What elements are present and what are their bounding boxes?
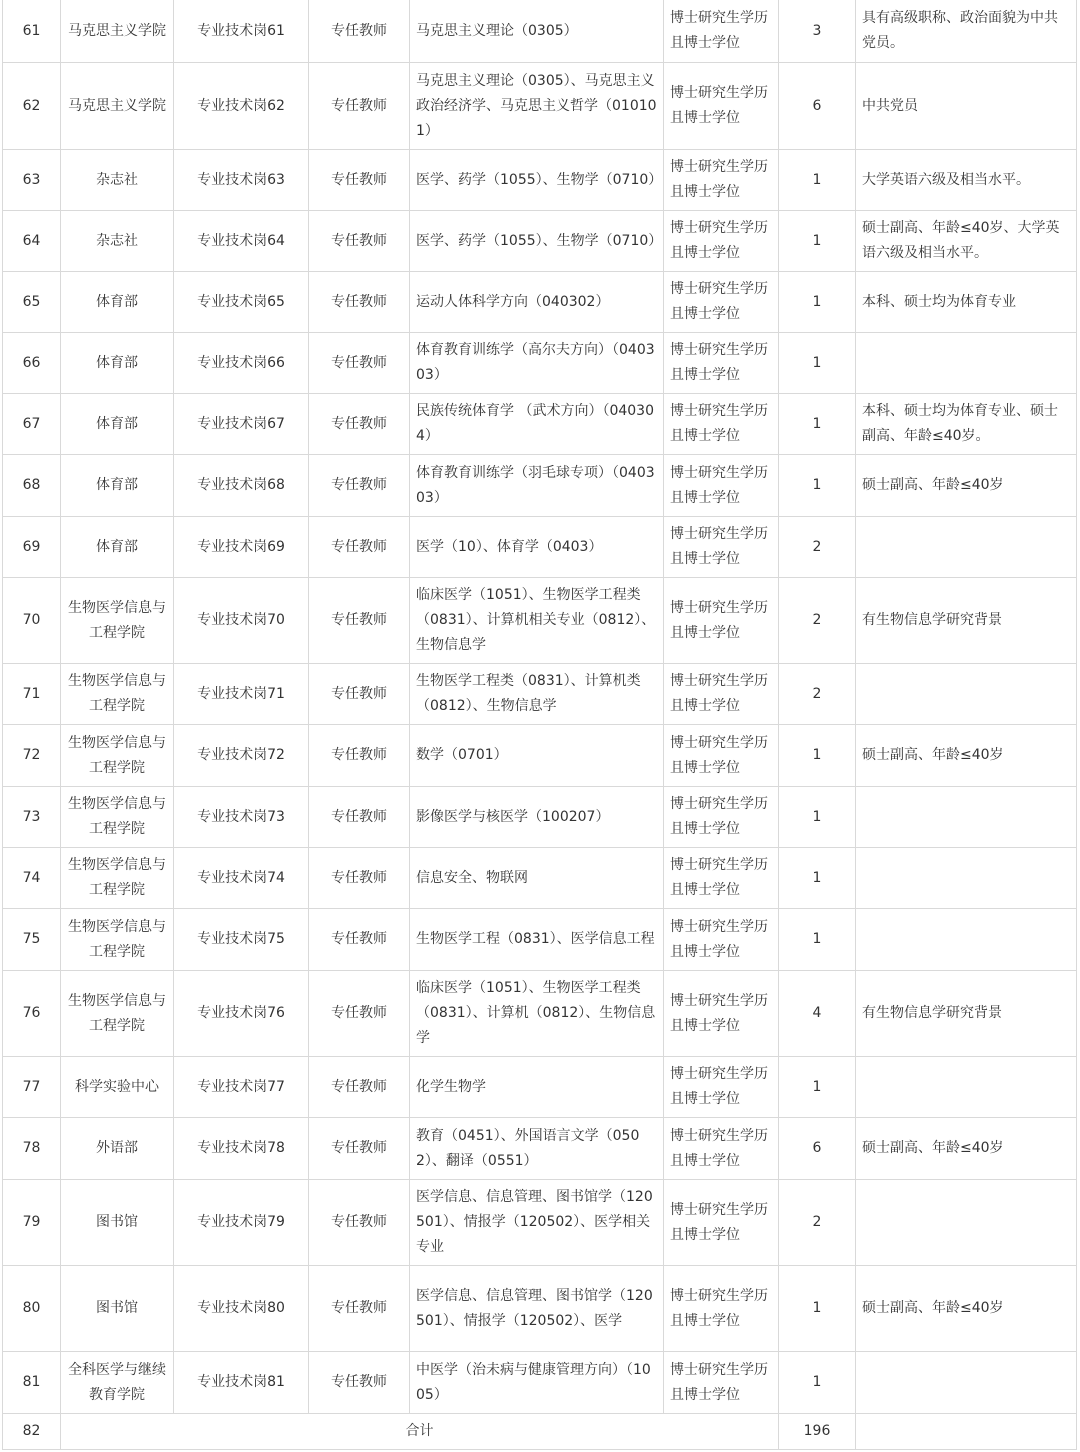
education-requirement: 博士研究生学历且博士学位 (664, 578, 779, 664)
row-number: 64 (3, 211, 61, 272)
table-row (3, 848, 1077, 909)
table-row (3, 272, 1077, 333)
major-requirement: 临床医学（1051）、生物医学工程类（0831）、计算机相关专业（0812）、生物信息学 (410, 578, 664, 664)
row-number: 69 (3, 517, 61, 578)
post-type: 专任教师 (309, 272, 410, 333)
education-requirement: 博士研究生学历且博士学位 (664, 63, 779, 150)
headcount: 1 (779, 725, 856, 787)
department: 体育部 (61, 272, 174, 333)
education-requirement: 博士研究生学历且博士学位 (664, 150, 779, 211)
post-name: 专业技术岗61 (174, 0, 309, 63)
major-requirement: 化学生物学 (410, 1057, 664, 1118)
major-requirement: 民族传统体育学 （武术方向）（040304） (410, 394, 664, 455)
row-number: 70 (3, 578, 61, 664)
headcount: 2 (779, 1180, 856, 1266)
post-name: 专业技术岗77 (174, 1057, 309, 1118)
post-name: 专业技术岗62 (174, 63, 309, 150)
table-row (3, 725, 1077, 787)
department: 体育部 (61, 333, 174, 394)
row-number: 77 (3, 1057, 61, 1118)
department: 马克思主义学院 (61, 63, 174, 150)
other-requirements: 中共党员 (856, 63, 1077, 150)
department: 生物医学信息与工程学院 (61, 578, 174, 664)
table-row (3, 1266, 1077, 1352)
table-row (3, 909, 1077, 971)
post-name: 专业技术岗70 (174, 578, 309, 664)
post-type: 专任教师 (309, 455, 410, 517)
post-name: 专业技术岗80 (174, 1266, 309, 1352)
table-row (3, 150, 1077, 211)
row-number: 65 (3, 272, 61, 333)
department: 全科医学与继续教育学院 (61, 1352, 174, 1414)
table-row (3, 1118, 1077, 1180)
table-row (3, 211, 1077, 272)
post-type: 专任教师 (309, 150, 410, 211)
row-number: 71 (3, 664, 61, 725)
other-requirements (856, 333, 1077, 394)
other-requirements (856, 909, 1077, 971)
department: 杂志社 (61, 211, 174, 272)
recruitment-table (2, 0, 1077, 1450)
headcount: 1 (779, 211, 856, 272)
post-type: 专任教师 (309, 1118, 410, 1180)
headcount: 1 (779, 150, 856, 211)
department: 杂志社 (61, 150, 174, 211)
education-requirement: 博士研究生学历且博士学位 (664, 1118, 779, 1180)
other-requirements (856, 787, 1077, 848)
row-number: 63 (3, 150, 61, 211)
department: 图书馆 (61, 1266, 174, 1352)
education-requirement: 博士研究生学历且博士学位 (664, 272, 779, 333)
headcount: 6 (779, 1118, 856, 1180)
post-type: 专任教师 (309, 517, 410, 578)
table-row (3, 0, 1077, 63)
major-requirement: 生物医学工程类（0831）、计算机类（0812）、生物信息学 (410, 664, 664, 725)
major-requirement: 马克思主义理论（0305） (410, 0, 664, 63)
post-type: 专任教师 (309, 725, 410, 787)
table-row (3, 787, 1077, 848)
post-name: 专业技术岗63 (174, 150, 309, 211)
department: 马克思主义学院 (61, 0, 174, 63)
row-number: 78 (3, 1118, 61, 1180)
headcount: 2 (779, 578, 856, 664)
post-type: 专任教师 (309, 63, 410, 150)
other-requirements: 本科、硕士均为体育专业、硕士副高、年龄≤40岁。 (856, 394, 1077, 455)
education-requirement: 博士研究生学历且博士学位 (664, 517, 779, 578)
major-requirement: 体育教育训练学（高尔夫方向）（040303） (410, 333, 664, 394)
other-requirements: 硕士副高、年龄≤40岁 (856, 1118, 1077, 1180)
post-type: 专任教师 (309, 211, 410, 272)
other-requirements (856, 517, 1077, 578)
post-name: 专业技术岗69 (174, 517, 309, 578)
post-name: 专业技术岗81 (174, 1352, 309, 1414)
table-row (3, 971, 1077, 1057)
education-requirement: 博士研究生学历且博士学位 (664, 1352, 779, 1414)
education-requirement: 博士研究生学历且博士学位 (664, 848, 779, 909)
headcount: 2 (779, 664, 856, 725)
row-number: 73 (3, 787, 61, 848)
other-requirements: 硕士副高、年龄≤40岁 (856, 725, 1077, 787)
major-requirement: 影像医学与核医学（100207） (410, 787, 664, 848)
row-number: 76 (3, 971, 61, 1057)
headcount: 1 (779, 1266, 856, 1352)
post-type: 专任教师 (309, 909, 410, 971)
other-requirements: 具有高级职称、政治面貌为中共党员。 (856, 0, 1077, 63)
department: 体育部 (61, 455, 174, 517)
post-name: 专业技术岗65 (174, 272, 309, 333)
major-requirement: 体育教育训练学（羽毛球专项）（040303） (410, 455, 664, 517)
post-type: 专任教师 (309, 578, 410, 664)
department: 科学实验中心 (61, 1057, 174, 1118)
post-name: 专业技术岗68 (174, 455, 309, 517)
row-number: 61 (3, 0, 61, 63)
department: 体育部 (61, 394, 174, 455)
post-name: 专业技术岗72 (174, 725, 309, 787)
major-requirement: 马克思主义理论（0305）、马克思主义政治经济学、马克思主义哲学（010101） (410, 63, 664, 150)
post-type: 专任教师 (309, 1352, 410, 1414)
education-requirement: 博士研究生学历且博士学位 (664, 333, 779, 394)
other-requirements (856, 1057, 1077, 1118)
other-requirements: 本科、硕士均为体育专业 (856, 272, 1077, 333)
post-name: 专业技术岗79 (174, 1180, 309, 1266)
major-requirement: 运动人体科学方向（040302） (410, 272, 664, 333)
education-requirement: 博士研究生学历且博士学位 (664, 1266, 779, 1352)
major-requirement: 医学信息、信息管理、图书馆学（120501）、情报学（120502）、医学相关专业 (410, 1180, 664, 1266)
department: 生物医学信息与工程学院 (61, 848, 174, 909)
headcount: 1 (779, 333, 856, 394)
headcount: 3 (779, 0, 856, 63)
post-name: 专业技术岗71 (174, 664, 309, 725)
education-requirement: 博士研究生学历且博士学位 (664, 1180, 779, 1266)
headcount: 1 (779, 272, 856, 333)
row-number: 66 (3, 333, 61, 394)
row-number: 74 (3, 848, 61, 909)
total-label: 合计 (61, 1414, 779, 1450)
other-requirements: 硕士副高、年龄≤40岁 (856, 1266, 1077, 1352)
post-type: 专任教师 (309, 333, 410, 394)
education-requirement: 博士研究生学历且博士学位 (664, 664, 779, 725)
post-type: 专任教师 (309, 1180, 410, 1266)
major-requirement: 医学信息、信息管理、图书馆学（120501）、情报学（120502）、医学 (410, 1266, 664, 1352)
table-row (3, 455, 1077, 517)
education-requirement: 博士研究生学历且博士学位 (664, 725, 779, 787)
major-requirement: 信息安全、物联网 (410, 848, 664, 909)
total-headcount: 196 (779, 1414, 856, 1450)
post-type: 专任教师 (309, 971, 410, 1057)
major-requirement: 医学（10）、体育学（0403） (410, 517, 664, 578)
headcount: 6 (779, 63, 856, 150)
department: 生物医学信息与工程学院 (61, 664, 174, 725)
education-requirement: 博士研究生学历且博士学位 (664, 971, 779, 1057)
row-number: 80 (3, 1266, 61, 1352)
education-requirement: 博士研究生学历且博士学位 (664, 1057, 779, 1118)
post-name: 专业技术岗76 (174, 971, 309, 1057)
other-requirements: 大学英语六级及相当水平。 (856, 150, 1077, 211)
post-type: 专任教师 (309, 1057, 410, 1118)
table-row (3, 1180, 1077, 1266)
table-row (3, 333, 1077, 394)
headcount: 1 (779, 1352, 856, 1414)
row-number: 81 (3, 1352, 61, 1414)
headcount: 1 (779, 1057, 856, 1118)
post-type: 专任教师 (309, 394, 410, 455)
department: 生物医学信息与工程学院 (61, 787, 174, 848)
major-requirement: 中医学（治未病与健康管理方向）（1005） (410, 1352, 664, 1414)
education-requirement: 博士研究生学历且博士学位 (664, 787, 779, 848)
major-requirement: 医学、药学（1055）、生物学（0710） (410, 211, 664, 272)
row-number: 68 (3, 455, 61, 517)
table-row (3, 517, 1077, 578)
total-row (3, 1414, 1077, 1450)
post-name: 专业技术岗66 (174, 333, 309, 394)
post-name: 专业技术岗75 (174, 909, 309, 971)
education-requirement: 博士研究生学历且博士学位 (664, 394, 779, 455)
headcount: 1 (779, 394, 856, 455)
headcount: 1 (779, 909, 856, 971)
post-type: 专任教师 (309, 787, 410, 848)
other-requirements: 硕士副高、年龄≤40岁 (856, 455, 1077, 517)
department: 外语部 (61, 1118, 174, 1180)
row-number: 72 (3, 725, 61, 787)
headcount: 1 (779, 455, 856, 517)
department: 体育部 (61, 517, 174, 578)
total-other (856, 1414, 1077, 1450)
row-number: 79 (3, 1180, 61, 1266)
table-row (3, 1057, 1077, 1118)
post-type: 专任教师 (309, 0, 410, 63)
table-row (3, 578, 1077, 664)
department: 生物医学信息与工程学院 (61, 909, 174, 971)
headcount: 1 (779, 787, 856, 848)
other-requirements (856, 1180, 1077, 1266)
education-requirement: 博士研究生学历且博士学位 (664, 0, 779, 63)
row-number: 82 (3, 1414, 61, 1450)
major-requirement: 生物医学工程（0831）、医学信息工程 (410, 909, 664, 971)
headcount: 4 (779, 971, 856, 1057)
other-requirements (856, 664, 1077, 725)
other-requirements: 硕士副高、年龄≤40岁、大学英语六级及相当水平。 (856, 211, 1077, 272)
other-requirements (856, 848, 1077, 909)
major-requirement: 教育（0451）、外国语言文学（0502）、翻译（0551） (410, 1118, 664, 1180)
other-requirements: 有生物信息学研究背景 (856, 971, 1077, 1057)
other-requirements: 有生物信息学研究背景 (856, 578, 1077, 664)
post-name: 专业技术岗64 (174, 211, 309, 272)
other-requirements (856, 1352, 1077, 1414)
education-requirement: 博士研究生学历且博士学位 (664, 211, 779, 272)
table-row (3, 1352, 1077, 1414)
department: 图书馆 (61, 1180, 174, 1266)
post-name: 专业技术岗73 (174, 787, 309, 848)
major-requirement: 临床医学（1051）、生物医学工程类（0831）、计算机（0812）、生物信息学 (410, 971, 664, 1057)
table-row (3, 664, 1077, 725)
post-name: 专业技术岗67 (174, 394, 309, 455)
post-type: 专任教师 (309, 664, 410, 725)
education-requirement: 博士研究生学历且博士学位 (664, 455, 779, 517)
major-requirement: 数学（0701） (410, 725, 664, 787)
education-requirement: 博士研究生学历且博士学位 (664, 909, 779, 971)
table-row (3, 394, 1077, 455)
table-row (3, 63, 1077, 150)
department: 生物医学信息与工程学院 (61, 725, 174, 787)
post-type: 专任教师 (309, 1266, 410, 1352)
post-name: 专业技术岗78 (174, 1118, 309, 1180)
table-body (3, 0, 1077, 1450)
row-number: 75 (3, 909, 61, 971)
major-requirement: 医学、药学（1055）、生物学（0710） (410, 150, 664, 211)
post-name: 专业技术岗74 (174, 848, 309, 909)
post-type: 专任教师 (309, 848, 410, 909)
row-number: 62 (3, 63, 61, 150)
row-number: 67 (3, 394, 61, 455)
department: 生物医学信息与工程学院 (61, 971, 174, 1057)
headcount: 1 (779, 848, 856, 909)
headcount: 2 (779, 517, 856, 578)
